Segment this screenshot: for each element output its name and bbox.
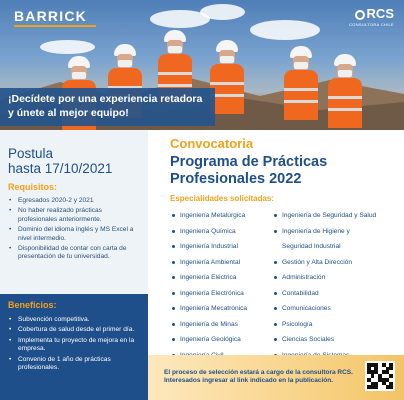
benefits-list [8, 316, 142, 374]
program-title-line2: Profesionales 2022 [170, 171, 302, 187]
benefit-item: • Subvención competitiva. [8, 316, 142, 324]
requirement-item: • Dominio del idioma inglés y MS Excel a nivel intermedio. [8, 226, 142, 243]
specialties-list-col2 [274, 212, 402, 367]
requirement-item: • Disponibilidad de contar con carta de presentación de tu universidad. [8, 245, 142, 262]
qr-code-pattern [367, 363, 393, 389]
rcs-logo [355, 6, 394, 21]
specialty-item: Ingeniería Geológica [172, 336, 272, 352]
logo-underline [14, 25, 96, 27]
specialty-item: Administración [274, 274, 402, 290]
specialty-item: Ingeniería Química [172, 228, 272, 244]
footer-note: El proceso de selección estará a cargo de la consultora RCS. Interesados ingresar al link indicado en la publicación. [164, 369, 353, 385]
specialty-item: Ingeniería de Minas [172, 321, 272, 337]
cloud [40, 40, 95, 54]
rcs-logo-icon [355, 10, 365, 20]
benefit-item: • Cobertura de salud desde el primer día. [8, 326, 142, 334]
benefits-panel [0, 294, 148, 400]
specialty-item: Ingeniería de Seguridad y Salud [274, 212, 402, 228]
rcs-logo-subtitle: CONSULTORA CHILE [349, 22, 394, 27]
requirements-title: Requisitos: [8, 182, 58, 192]
barrick-logo: BARRICK [14, 8, 87, 24]
program-title-line1: Programa de Prácticas [170, 154, 328, 170]
specialty-item: Ingeniería Ambiental [172, 259, 272, 275]
specialty-item: Ingeniería de Higiene y [274, 228, 402, 244]
program-title [170, 154, 400, 188]
convocatoria-heading: Convocatoria [170, 136, 254, 151]
cloud [250, 20, 320, 40]
right-panel [148, 130, 404, 400]
deadline-heading [8, 146, 112, 176]
requirement-item: • Egresados 2020-2 y 2021 [8, 197, 142, 205]
benefit-item: • Implementa tu proyecto de mejora en la empresa. [8, 337, 142, 354]
specialty-item: Ingeniería Eléctrica [172, 274, 272, 290]
specialties-title: Especialidades solicitadas: [170, 194, 275, 203]
qr-code-icon[interactable] [365, 361, 395, 391]
benefits-title: Beneficios: [8, 300, 57, 310]
specialty-item: Ingeniería Metalúrgica [172, 212, 272, 228]
rcs-logo-text: RCS [366, 6, 394, 21]
benefit-item: • Convenio de 1 año de prácticas profesionales. [8, 356, 142, 373]
cloud [200, 4, 245, 20]
specialty-item: Gestión y Alta Dirección [274, 259, 402, 275]
specialty-item: Psicología [274, 321, 402, 337]
specialty-item: Comunicaciones [274, 305, 402, 321]
specialty-item: Ingeniería Mecatrónica [172, 305, 272, 321]
specialty-item: Ingeniería Electrónica [172, 290, 272, 306]
qr-module [389, 385, 393, 389]
deadline-line2: hasta 17/10/2021 [8, 161, 113, 176]
specialties-list-col1 [172, 212, 272, 367]
requirement-item: • No haber realizado prácticas profesionales anteriormente. [8, 207, 142, 224]
left-panel [0, 130, 148, 400]
specialty-item-continuation: Seguridad Industrial [282, 243, 341, 250]
requirements-list [8, 197, 142, 264]
specialty-item: Contabilidad [274, 290, 402, 306]
specialty-item: Ciencias Sociales [274, 336, 402, 352]
deadline-line1: Postula [8, 146, 54, 161]
footer-banner [148, 355, 404, 400]
tagline: ¡Decídete por una experiencia retadora y únete al mejor equipo! [0, 88, 215, 126]
hero-banner [0, 0, 404, 130]
specialty-item: Ingeniería Industrial [172, 243, 272, 259]
